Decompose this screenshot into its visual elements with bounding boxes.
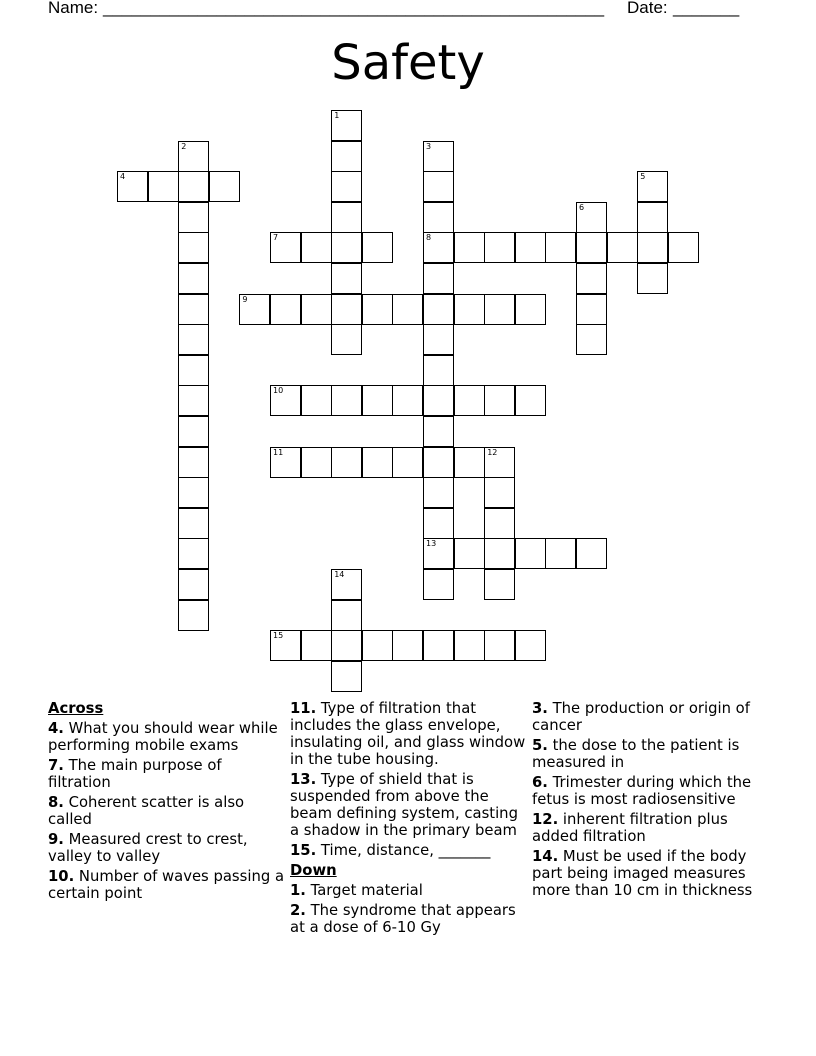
grid-cell[interactable] xyxy=(301,447,332,478)
grid-cell[interactable] xyxy=(454,630,485,661)
name-label: Name: xyxy=(48,0,99,17)
grid-cell[interactable] xyxy=(362,294,393,325)
grid-cell[interactable] xyxy=(454,538,485,569)
clue-across-15: 15. Time, distance, _______ xyxy=(290,842,491,859)
grid-cell[interactable] xyxy=(331,232,362,263)
grid-cell[interactable] xyxy=(178,324,209,355)
clue-across-8: 8. Coherent scatter is also called xyxy=(48,794,245,828)
grid-cell[interactable] xyxy=(331,600,362,631)
grid-cell[interactable] xyxy=(331,141,362,172)
name-field[interactable]: _____________________________________________________ xyxy=(103,0,605,17)
page-title: Safety xyxy=(331,35,485,91)
grid-cell[interactable] xyxy=(454,385,485,416)
date-field[interactable]: _______ xyxy=(673,0,740,17)
grid-cell[interactable] xyxy=(331,110,362,141)
grid-cell[interactable] xyxy=(607,232,638,263)
clue-down-6: 6. Trimester during which the fetus is most radiosensitive xyxy=(532,774,752,808)
grid-cell[interactable] xyxy=(515,630,546,661)
grid-cell[interactable] xyxy=(515,294,546,325)
grid-cell[interactable] xyxy=(515,232,546,263)
grid-cell[interactable] xyxy=(331,569,362,600)
grid-cell[interactable] xyxy=(270,294,301,325)
grid-cell[interactable] xyxy=(178,477,209,508)
grid-cell[interactable] xyxy=(484,508,515,539)
grid-cell[interactable] xyxy=(148,171,179,202)
grid-cell[interactable] xyxy=(454,447,485,478)
grid-cell[interactable] xyxy=(576,294,607,325)
grid-cell[interactable] xyxy=(423,263,454,294)
clue-across-13: 13. Type of shield that is suspended from above the beam defining system, casting a shadow in the primary beam xyxy=(290,771,518,839)
grid-cell[interactable] xyxy=(178,171,209,202)
grid-cell[interactable] xyxy=(301,385,332,416)
grid-cell[interactable] xyxy=(423,324,454,355)
clue-across-4: 4. What you should wear while performing mobile exams xyxy=(48,720,278,754)
clue-number: 1 xyxy=(334,111,340,120)
grid-cell[interactable] xyxy=(270,630,301,661)
grid-cell[interactable] xyxy=(423,538,454,569)
grid-cell[interactable] xyxy=(392,385,423,416)
grid-cell[interactable] xyxy=(484,447,515,478)
clue-across-9: 9. Measured crest to crest, valley to valley xyxy=(48,831,248,865)
grid-cell[interactable] xyxy=(331,385,362,416)
grid-cell[interactable] xyxy=(178,232,209,263)
clue-down-3: 3. The production or origin of cancer xyxy=(532,700,750,734)
grid-cell[interactable] xyxy=(423,202,454,233)
grid-cell[interactable] xyxy=(362,232,393,263)
grid-cell[interactable] xyxy=(423,355,454,386)
grid-cell[interactable] xyxy=(331,324,362,355)
grid-cell[interactable] xyxy=(362,447,393,478)
grid-cell[interactable] xyxy=(331,294,362,325)
across-heading: Across xyxy=(48,700,104,717)
grid-cell[interactable] xyxy=(331,202,362,233)
grid-cell[interactable] xyxy=(484,232,515,263)
clue-down-14: 14. Must be used if the body part being imaged measures more than 10 cm in thickness xyxy=(532,848,753,899)
grid-cell[interactable] xyxy=(454,294,485,325)
clue-number: 8 xyxy=(426,233,432,243)
grid-cell[interactable] xyxy=(423,294,454,325)
clue-down-5: 5. the dose to the patient is measured in xyxy=(532,737,740,771)
grid-cell[interactable] xyxy=(484,477,515,508)
grid-cell[interactable] xyxy=(178,141,209,172)
grid-cell[interactable] xyxy=(209,171,240,202)
grid-cell[interactable] xyxy=(484,569,515,600)
clue-across-7: 7. The main purpose of filtration xyxy=(48,757,222,791)
grid-cell[interactable] xyxy=(178,355,209,386)
grid-cell[interactable] xyxy=(362,385,393,416)
grid-cell[interactable] xyxy=(423,447,454,478)
grid-cell[interactable] xyxy=(270,232,301,263)
grid-cell[interactable] xyxy=(423,416,454,447)
grid-cell[interactable] xyxy=(331,263,362,294)
grid-cell[interactable] xyxy=(178,294,209,325)
grid-cell[interactable] xyxy=(423,477,454,508)
clue-number: 2 xyxy=(181,141,187,151)
grid-cell[interactable] xyxy=(545,538,576,569)
grid-cell[interactable] xyxy=(637,263,668,294)
date-label: Date: xyxy=(627,0,668,17)
grid-cell[interactable] xyxy=(178,447,209,478)
grid-cell[interactable] xyxy=(576,263,607,294)
grid-cell[interactable] xyxy=(637,171,668,202)
grid-cell[interactable] xyxy=(178,416,209,447)
clues-column-1 xyxy=(48,700,284,905)
grid-cell[interactable] xyxy=(362,630,393,661)
grid-cell[interactable] xyxy=(637,202,668,233)
grid-cell[interactable] xyxy=(515,538,546,569)
grid-cell[interactable] xyxy=(423,508,454,539)
grid-cell[interactable] xyxy=(576,538,607,569)
grid-cell[interactable] xyxy=(515,385,546,416)
grid-cell[interactable] xyxy=(637,232,668,263)
grid-cell[interactable] xyxy=(576,324,607,355)
grid-cell[interactable] xyxy=(331,171,362,202)
clue-number: 12 xyxy=(487,447,498,457)
clue-number: 6 xyxy=(579,202,585,212)
grid-cell[interactable] xyxy=(423,171,454,202)
grid-cell[interactable] xyxy=(423,232,454,263)
grid-cell[interactable] xyxy=(270,447,301,478)
clue-down-1: 1. Target material xyxy=(290,882,423,899)
grid-cell[interactable] xyxy=(331,447,362,478)
clues-column-2 xyxy=(290,700,526,939)
grid-cell[interactable] xyxy=(239,294,270,325)
grid-cell[interactable] xyxy=(178,600,209,631)
grid-cell[interactable] xyxy=(178,202,209,233)
grid-cell[interactable] xyxy=(270,385,301,416)
clue-down-12: 12. inherent filtration plus added filtration xyxy=(532,811,728,845)
grid-cell[interactable] xyxy=(484,630,515,661)
grid-cell[interactable] xyxy=(576,232,607,263)
grid-cell[interactable] xyxy=(117,171,148,202)
clue-number: 7 xyxy=(273,233,279,243)
grid-cell[interactable] xyxy=(178,508,209,539)
clue-across-10: 10. Number of waves passing a certain point xyxy=(48,868,285,902)
clues-column-3 xyxy=(532,700,768,902)
grid-cell[interactable] xyxy=(392,447,423,478)
clue-number: 11 xyxy=(273,447,284,457)
clue-number: 14 xyxy=(334,570,345,579)
grid-cell[interactable] xyxy=(178,263,209,294)
grid-cell[interactable] xyxy=(576,202,607,233)
grid-cell[interactable] xyxy=(484,538,515,569)
clue-across-11: 11. Type of filtration that includes the glass envelope, insulating oil, and glass window in the tube housing. xyxy=(290,700,526,768)
grid-cell[interactable] xyxy=(423,141,454,172)
grid-cell[interactable] xyxy=(331,630,362,661)
clue-down-2: 2. The syndrome that appears at a dose of 6-10 Gy xyxy=(290,902,516,936)
grid-cell[interactable] xyxy=(178,569,209,600)
grid-cell[interactable] xyxy=(392,294,423,325)
grid-cell[interactable] xyxy=(301,294,332,325)
clue-number: 3 xyxy=(426,141,432,151)
grid-cell[interactable] xyxy=(484,385,515,416)
grid-cell[interactable] xyxy=(178,385,209,416)
clue-number: 4 xyxy=(120,172,126,182)
grid-cell[interactable] xyxy=(178,538,209,569)
clue-number: 10 xyxy=(273,386,284,396)
grid-cell[interactable] xyxy=(301,232,332,263)
clue-number: 5 xyxy=(640,172,646,182)
clue-number: 15 xyxy=(273,631,284,641)
clue-number: 9 xyxy=(242,294,248,304)
grid-cell[interactable] xyxy=(668,232,699,263)
grid-cell[interactable] xyxy=(423,630,454,661)
grid-cell[interactable] xyxy=(484,294,515,325)
clue-number: 13 xyxy=(426,539,437,549)
grid-cell[interactable] xyxy=(392,630,423,661)
grid-cell[interactable] xyxy=(423,385,454,416)
grid-cell[interactable] xyxy=(331,661,362,692)
grid-cell[interactable] xyxy=(301,630,332,661)
grid-cell[interactable] xyxy=(454,232,485,263)
grid-cell[interactable] xyxy=(545,232,576,263)
grid-cell[interactable] xyxy=(423,569,454,600)
down-heading: Down xyxy=(290,862,337,879)
header xyxy=(0,0,816,22)
